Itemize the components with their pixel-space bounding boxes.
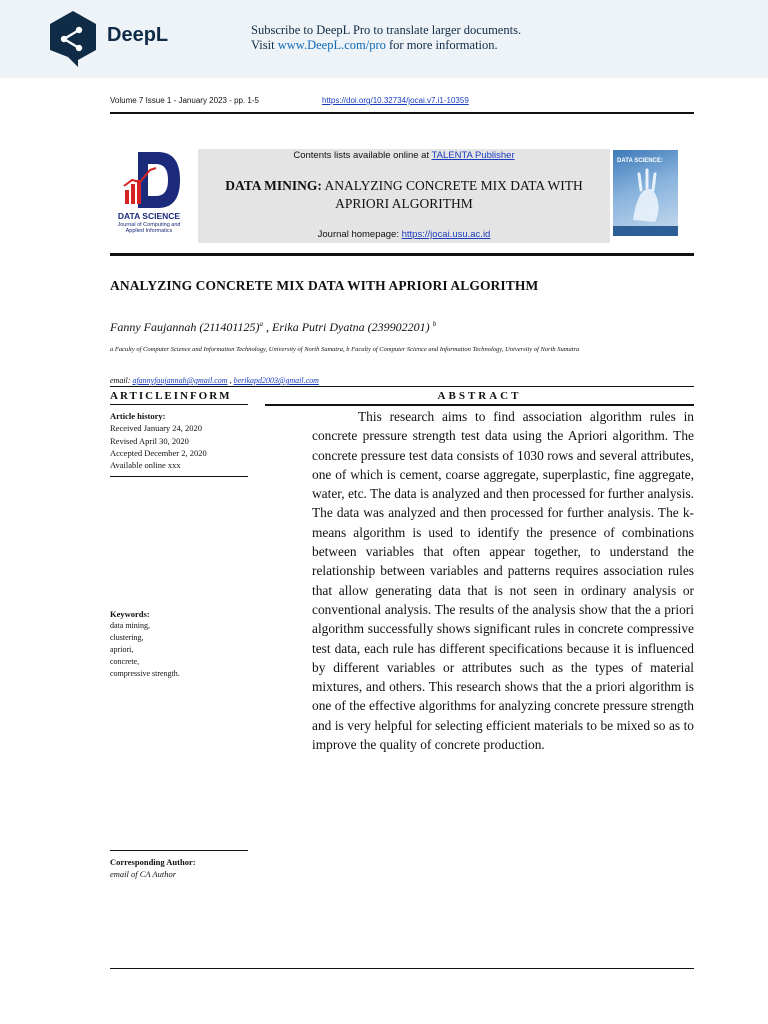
keywords-label: Keywords: (110, 609, 150, 619)
data-science-logo-title: DATA SCIENCE (117, 211, 181, 221)
footer-rule (110, 968, 694, 969)
corresponding-author (110, 856, 196, 880)
data-science-logo-subtitle: Journal of Computing and Applied Informatics (117, 222, 181, 234)
article-history (110, 410, 207, 471)
info-top-rule (110, 386, 694, 387)
masthead-title-bold: DATA MINING: (225, 178, 322, 193)
history-label: Article history: (110, 411, 166, 421)
homepage-line (198, 229, 610, 240)
author-separator: , (263, 320, 273, 334)
visit-prefix: Visit (251, 38, 278, 52)
deepl-pro-link[interactable]: www.DeepL.com/pro (277, 38, 386, 52)
contents-prefix: Contents lists available online at (293, 150, 432, 161)
talenta-link[interactable]: TALENTA Publisher (431, 150, 515, 161)
keyword-item: concrete, (110, 657, 140, 666)
journal-masthead (198, 149, 610, 243)
abstract-heading-rule (265, 404, 694, 406)
corresponding-label: Corresponding Author: (110, 857, 196, 867)
contents-line (198, 150, 610, 161)
affiliation: a Faculty of Computer Science and Information Technology, University of North Sumatra, b Faculty of Computer Science and Information Technology, University of North Sumatra (110, 346, 580, 353)
history-rule (110, 476, 248, 477)
accepted-date: Accepted December 2, 2020 (110, 447, 207, 458)
author-2-sup: b (432, 320, 437, 328)
cover-title: DATA SCIENCE: (617, 158, 663, 164)
corresponding-value: email of CA Author (110, 869, 177, 879)
email-2-link[interactable]: berikapd2003@gmail.com (233, 376, 319, 385)
article-info-heading: ARTICLEINFORM (110, 390, 232, 402)
volume-info: Volume 7 Issue 1 - January 2023 - pp. 1-5 (110, 96, 259, 105)
authors (110, 320, 436, 335)
author-1: Fanny Faujannah (211401125) (110, 320, 260, 334)
cover-robot-hand-icon (613, 150, 678, 236)
keyword-item: data mining, (110, 621, 150, 630)
corresponding-rule (110, 850, 248, 851)
deepl-subscribe-line: Subscribe to DeepL Pro to translate larger documents. (251, 23, 522, 37)
deepl-logo-icon (48, 10, 98, 68)
revised-date: Revised April 30, 2020 (110, 435, 189, 446)
journal-cover-image (613, 150, 678, 236)
email-separator: , (227, 376, 234, 385)
email-line (110, 376, 319, 385)
keyword-item: apriori, (110, 645, 134, 654)
abstract-text: This research aims to find association algorithm rules in concrete pressure strength test data using the Apriori algorithm. The concrete pressure test data consists of 1030 rows and several attributes, one of which is cement, coarse aggregate, superplastic, fine aggregate, water, etc. The data is analyzed and then processed for further analysis. The data was analyzed and then processed for further analysis. The k-means algorithm is used to identify the presence of combinations between variables that often appear together, to understand the relationship between variables and patterns requires association rules that allow generating data that is not seen in ordinary analysis or conventional analysis. The results of the analysis show that the a priori algorithm successfully shows significant rules in concrete compressive test data, each rule has different specifications because it is influenced by different variables or attributes such as the types of material mixtures, and others. This research shows that the a priori algorithm is one of the effective algorithms for analyzing concrete pressure strength and is very helpful for selecting efficient materials to be mixed so as to improve the quality of concrete production. (312, 409, 694, 753)
article-title: ANALYZING CONCRETE MIX DATA WITH APRIORI ALGORITHM (110, 278, 539, 293)
abstract-heading: ABSTRACT (437, 390, 522, 402)
header-rule (110, 112, 694, 114)
info-heading-rule (110, 404, 248, 405)
deepl-brand: DeepL (107, 24, 169, 46)
deepl-subscribe-text (251, 23, 521, 53)
received-date: Received January 24, 2020 (110, 423, 203, 434)
deepl-banner (0, 0, 768, 78)
author-2: Erika Putri Dyatna (239902201) (272, 320, 430, 334)
masthead-title-rest: ANALYZING CONCRETE MIX DATA WITH APRIORI ALGORITHM (321, 178, 583, 211)
homepage-prefix: Journal homepage: (317, 229, 402, 240)
masthead-title (198, 177, 610, 213)
masthead-rule (110, 253, 694, 256)
keywords (110, 608, 180, 680)
online-date: Available online xxx (110, 460, 181, 471)
email-1-link[interactable]: afannyfaujannah@gmail.com (132, 376, 228, 385)
journal-homepage-link[interactable]: https://jocai.usu.ac.id (401, 229, 491, 240)
keyword-item: compressive strength. (110, 669, 180, 678)
visit-suffix: for more information. (385, 38, 498, 52)
deepl-visit-line (251, 38, 521, 53)
doi-link[interactable]: https://doi.org/10.32734/jocai.v7.i1-10359 (322, 96, 469, 105)
keyword-item: clustering, (110, 633, 144, 642)
author-1-sup: a (259, 320, 264, 328)
email-label: email: (110, 376, 133, 385)
